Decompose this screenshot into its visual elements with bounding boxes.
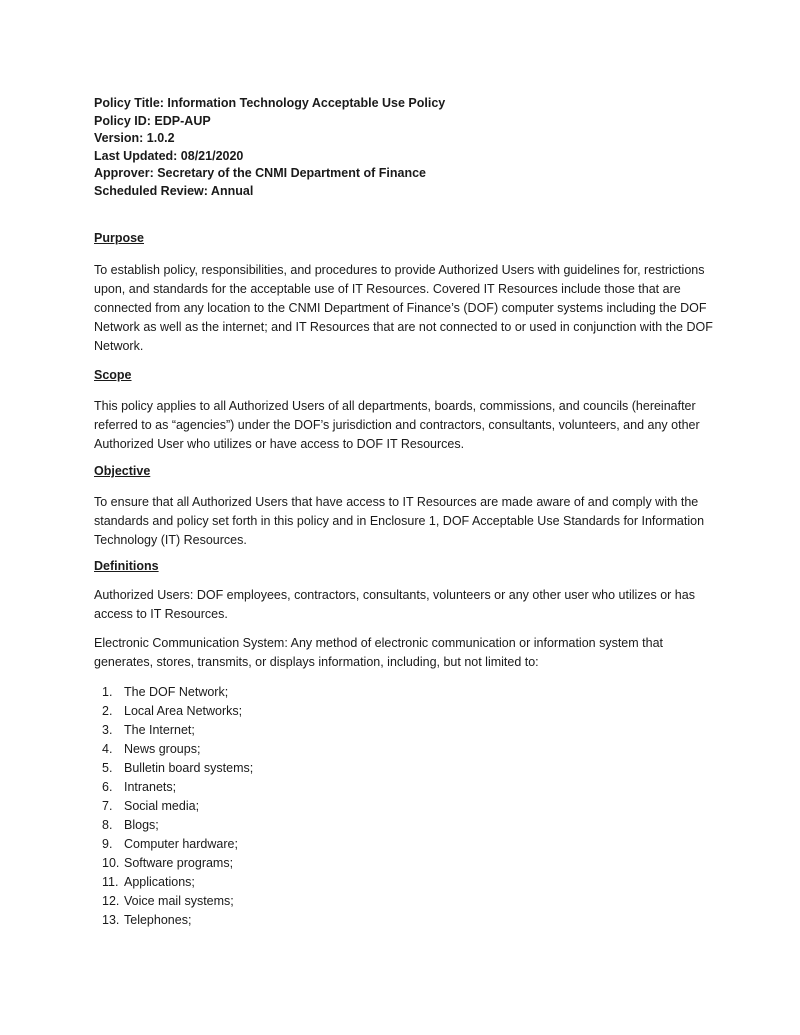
purpose-heading: Purpose — [94, 231, 145, 245]
list-item-number: 11. — [102, 875, 119, 889]
ecs-list — [94, 683, 716, 930]
objective-section — [94, 462, 716, 480]
scheduled-review: Scheduled Review: Annual — [94, 183, 254, 198]
list-item-text: News groups; — [124, 742, 201, 756]
ecs-definition: Electronic Communication System: Any method of electronic communication or information system that generates, stores, transmits, or displays information, including, but not limited to: — [94, 636, 663, 669]
list-item-number: 10. — [102, 856, 120, 870]
list-item — [94, 797, 716, 816]
list-item — [94, 683, 716, 702]
list-item-number: 13. — [102, 913, 120, 927]
list-item-text: Computer hardware; — [124, 837, 238, 851]
list-item-text: The DOF Network; — [124, 685, 229, 699]
scope-body — [94, 397, 716, 454]
purpose-text: To establish policy, responsibilities, and procedures to provide Authorized Users with guidelines for, restrictions upon, and standards for the acceptable use of IT Resources. Covered IT Resources include those that are connected from any location to the CNMI Department of Finance’s (DOF) computer systems including the DOF Network as well as the internet; and IT Resources that are not connected to or used in conjunction with the DOF Network. — [94, 263, 713, 353]
list-item-text: Social media; — [124, 799, 200, 813]
objective-heading: Objective — [94, 464, 151, 478]
policy-version: Version: 1.0.2 — [94, 131, 175, 146]
authorized-users-definition: Authorized Users: DOF employees, contractors, consultants, volunteers or any other user who utilizes or has access to IT Resources. — [94, 588, 695, 621]
definitions-heading: Definitions — [94, 559, 159, 573]
list-item-text: Applications; — [124, 875, 195, 889]
list-item — [94, 911, 716, 930]
list-item-text: Blogs; — [124, 818, 159, 832]
definitions-ecs — [94, 634, 716, 672]
list-item-text: Intranets; — [124, 780, 177, 794]
objective-body — [94, 493, 716, 550]
list-item — [94, 702, 716, 721]
scope-heading: Scope — [94, 368, 132, 382]
list-item-number: 4. — [102, 742, 113, 756]
list-item-text: Voice mail systems; — [124, 894, 234, 908]
list-item — [94, 759, 716, 778]
ecs-list-wrap — [94, 683, 716, 930]
list-item — [94, 835, 716, 854]
list-item-number: 5. — [102, 761, 113, 775]
list-item-number: 8. — [102, 818, 113, 832]
policy-id: Policy ID: EDP-AUP — [94, 113, 211, 128]
list-item-text: Software programs; — [124, 856, 234, 870]
list-item-text: Local Area Networks; — [124, 704, 243, 718]
list-item-number: 7. — [102, 799, 113, 813]
definitions-section — [94, 557, 716, 575]
objective-text: To ensure that all Authorized Users that have access to IT Resources are made aware of and comply with the standards and policy set forth in this policy and in Enclosure 1, DOF Acceptable Use Standards for Information Technology (IT) Resources. — [94, 495, 705, 547]
list-item-number: 9. — [102, 837, 113, 851]
policy-title: Policy Title: Information Technology Acceptable Use Policy — [94, 96, 446, 110]
scope-text: This policy applies to all Authorized Users of all departments, boards, commissions, and councils (hereinafter referred to as “agencies”) under the DOF’s jurisdiction and contractors, consultants, volunteers, and any other Authorized User who utilizes or have access to DOF IT Resources. — [94, 399, 700, 451]
list-item — [94, 721, 716, 740]
purpose-section — [94, 229, 716, 247]
list-item-text: The Internet; — [124, 723, 195, 737]
list-item-number: 2. — [102, 704, 113, 718]
list-item-number: 3. — [102, 723, 113, 737]
list-item-number: 6. — [102, 780, 113, 794]
list-item — [94, 854, 716, 873]
list-item — [94, 778, 716, 797]
scope-section — [94, 366, 716, 384]
list-item-number: 1. — [102, 685, 113, 699]
list-item — [94, 892, 716, 911]
list-item-text: Bulletin board systems; — [124, 761, 254, 775]
last-updated: Last Updated: 08/21/2020 — [94, 148, 244, 163]
policy-metadata — [94, 95, 716, 201]
list-item-number: 12. — [102, 894, 120, 908]
definitions-authorized-users — [94, 586, 716, 624]
list-item — [94, 740, 716, 759]
approver: Approver: Secretary of the CNMI Department of Finance — [94, 166, 427, 181]
purpose-body — [94, 261, 716, 356]
list-item — [94, 873, 716, 892]
list-item-text: Telephones; — [124, 913, 192, 927]
list-item — [94, 816, 716, 835]
